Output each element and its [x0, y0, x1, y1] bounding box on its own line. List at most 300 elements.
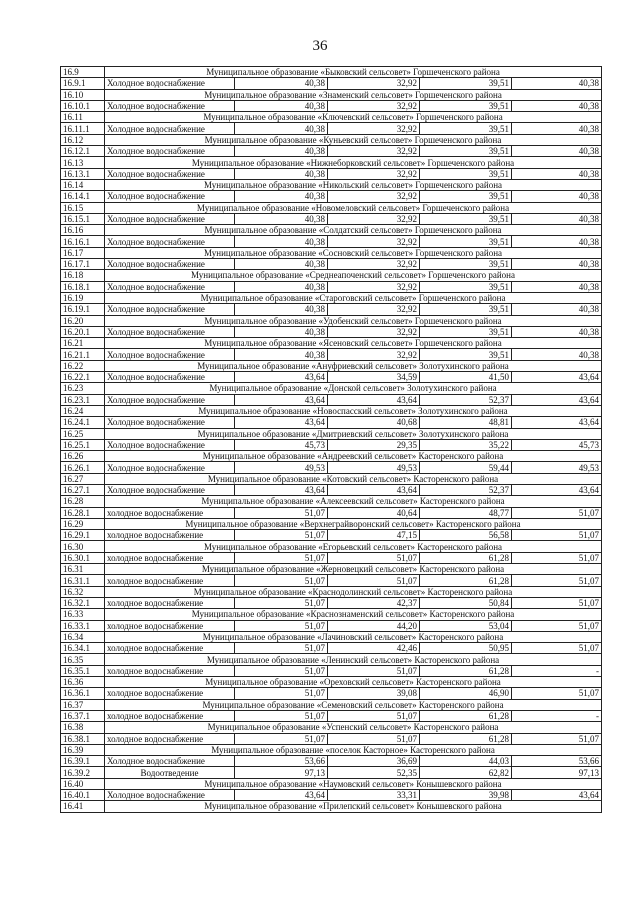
municipality-name: Муниципальное образование «Верхнеграйворонский сельсовет» Касторенского района: [105, 518, 602, 529]
municipality-name: Муниципальное образование «Удобенский сельсовет» Горшеченского района: [105, 315, 602, 326]
municipality-header-row: [61, 801, 602, 812]
tariff-value-v4: 51,07: [512, 643, 602, 654]
row-code: 16.13: [61, 157, 105, 168]
row-code: 16.32: [61, 586, 105, 597]
tariff-value-v1: 51,07: [235, 530, 328, 541]
municipality-name: Муниципальное образование «Дмитриевский сельсовет» Золотухинского района: [105, 428, 602, 439]
tariff-value-v3: 59,44: [420, 462, 512, 473]
row-code: 16.22: [61, 360, 105, 371]
tariff-value-v2: 32,92: [328, 236, 420, 247]
row-code: 16.31.1: [61, 575, 105, 586]
service-name: Холодное водоснабжение: [105, 304, 235, 315]
row-code: 16.19.1: [61, 304, 105, 315]
row-code: 16.30.1: [61, 552, 105, 563]
municipality-header-row: [61, 541, 602, 552]
municipality-name: Муниципальное образование «Сосновский сельсовет» Горшеченского района: [105, 247, 602, 258]
tariff-value-v3: 53,04: [420, 620, 512, 631]
tariff-value-v3: 39,51: [420, 213, 512, 224]
service-name: Водоотведение: [105, 767, 235, 778]
tariff-value-v2: 32,92: [328, 259, 420, 270]
municipality-header-row: [61, 360, 602, 371]
tariff-value-v4: 43,64: [512, 394, 602, 405]
table-row: [61, 417, 602, 428]
municipality-name: Муниципальное образование «Прилепский сельсовет» Конышевского района: [105, 801, 602, 812]
row-code: 16.36: [61, 677, 105, 688]
tariff-value-v3: 39,98: [420, 790, 512, 801]
row-code: 16.28: [61, 496, 105, 507]
tariff-value-v1: 40,38: [235, 168, 328, 179]
table-row: [61, 394, 602, 405]
row-code: 16.10.1: [61, 100, 105, 111]
tariff-value-v2: 49,53: [328, 462, 420, 473]
municipality-name: Муниципальное образование «Лачиновский сельсовет» Касторенского района: [105, 631, 602, 642]
tariff-value-v3: 52,37: [420, 394, 512, 405]
tariff-value-v3: 39,51: [420, 168, 512, 179]
municipality-header-row: [61, 518, 602, 529]
tariff-value-v1: 40,38: [235, 78, 328, 89]
municipality-header-row: [61, 225, 602, 236]
tariff-value-v1: 43,64: [235, 372, 328, 383]
tariff-value-v2: 51,07: [328, 665, 420, 676]
row-code: 16.25.1: [61, 439, 105, 450]
row-code: 16.12.1: [61, 146, 105, 157]
table-row: [61, 349, 602, 360]
municipality-header-row: [61, 67, 602, 78]
row-code: 16.21.1: [61, 349, 105, 360]
municipality-name: Муниципальное образование «Наумовский сельсовет» Конышевского района: [105, 778, 602, 789]
row-code: 16.29.1: [61, 530, 105, 541]
tariff-value-v1: 53,66: [235, 756, 328, 767]
row-code: 16.34.1: [61, 643, 105, 654]
tariff-value-v3: 61,28: [420, 733, 512, 744]
municipality-header-row: [61, 247, 602, 258]
tariff-value-v3: 39,51: [420, 236, 512, 247]
tariff-value-v3: 39,51: [420, 304, 512, 315]
row-code: 16.11.1: [61, 123, 105, 134]
table-row: [61, 100, 602, 111]
tariff-value-v4: 40,38: [512, 304, 602, 315]
tariff-value-v4: 97,13: [512, 767, 602, 778]
row-code: 16.9.1: [61, 78, 105, 89]
municipality-header-row: [61, 451, 602, 462]
tariff-table: [60, 66, 602, 813]
row-code: 16.36.1: [61, 688, 105, 699]
service-name: холодное водоснабжение: [105, 665, 235, 676]
municipality-name: Муниципальное образование «Ясеновский сельсовет» Горшеченского района: [105, 338, 602, 349]
service-name: холодное водоснабжение: [105, 643, 235, 654]
row-code: 16.9: [61, 67, 105, 78]
service-name: Холодное водоснабжение: [105, 236, 235, 247]
tariff-value-v3: 39,51: [420, 326, 512, 337]
tariff-value-v1: 97,13: [235, 767, 328, 778]
row-code: 16.18.1: [61, 281, 105, 292]
municipality-header-row: [61, 428, 602, 439]
tariff-value-v4: 40,38: [512, 281, 602, 292]
table-row: [61, 123, 602, 134]
row-code: 16.35: [61, 654, 105, 665]
table-row: [61, 597, 602, 608]
municipality-header-row: [61, 315, 602, 326]
row-code: 16.38: [61, 722, 105, 733]
tariff-table-body: [61, 67, 602, 813]
row-code: 16.34: [61, 631, 105, 642]
tariff-value-v2: 51,07: [328, 575, 420, 586]
row-code: 16.19: [61, 292, 105, 303]
tariff-value-v2: 51,07: [328, 733, 420, 744]
municipality-name: Муниципальное образование «Быковский сельсовет» Горшеченского района: [105, 67, 602, 78]
table-row: [61, 552, 602, 563]
service-name: холодное водоснабжение: [105, 552, 235, 563]
tariff-value-v4: 40,38: [512, 100, 602, 111]
tariff-value-v3: 48,77: [420, 507, 512, 518]
service-name: холодное водоснабжение: [105, 507, 235, 518]
municipality-name: Муниципальное образование «Ануфриевский сельсовет» Золотухинского района: [105, 360, 602, 371]
municipality-header-row: [61, 202, 602, 213]
tariff-value-v4: 40,38: [512, 259, 602, 270]
service-name: холодное водоснабжение: [105, 620, 235, 631]
row-code: 16.27.1: [61, 484, 105, 495]
tariff-value-v4: 51,07: [512, 530, 602, 541]
tariff-value-v3: 62,82: [420, 767, 512, 778]
service-name: Холодное водоснабжение: [105, 213, 235, 224]
row-code: 16.33.1: [61, 620, 105, 631]
row-code: 16.41: [61, 801, 105, 812]
tariff-value-v2: 51,07: [328, 552, 420, 563]
row-code: 16.26: [61, 451, 105, 462]
tariff-value-v2: 39,08: [328, 688, 420, 699]
municipality-name: Муниципальное образование «Андреевский сельсовет» Касторенского района: [105, 451, 602, 462]
row-code: 16.37: [61, 699, 105, 710]
municipality-header-row: [61, 89, 602, 100]
tariff-value-v1: 40,38: [235, 213, 328, 224]
municipality-header-row: [61, 496, 602, 507]
row-code: 16.12: [61, 134, 105, 145]
tariff-value-v3: 39,51: [420, 259, 512, 270]
table-row: [61, 665, 602, 676]
tariff-value-v1: 51,07: [235, 665, 328, 676]
municipality-name: Муниципальное образование «Знаменский сельсовет» Горшеченского района: [105, 89, 602, 100]
municipality-name: Муниципальное образование «Никольский сельсовет» Горшеченского района: [105, 179, 602, 190]
row-code: 16.40: [61, 778, 105, 789]
tariff-value-v4: 51,07: [512, 507, 602, 518]
table-row: [61, 756, 602, 767]
tariff-value-v4: 43,64: [512, 790, 602, 801]
row-code: 16.27: [61, 473, 105, 484]
municipality-name: Муниципальное образование «Ключевский сельсовет» Горшеченского района: [105, 112, 602, 123]
tariff-value-v2: 42,46: [328, 643, 420, 654]
row-code: 16.23: [61, 383, 105, 394]
tariff-value-v1: 51,07: [235, 733, 328, 744]
municipality-name: Муниципальное образование «Донской сельсовет» Золотухинского района: [105, 383, 602, 394]
row-code: 16.23.1: [61, 394, 105, 405]
municipality-header-row: [61, 778, 602, 789]
row-code: 16.20.1: [61, 326, 105, 337]
tariff-value-v3: 39,51: [420, 191, 512, 202]
tariff-value-v1: 40,38: [235, 326, 328, 337]
municipality-name: Муниципальное образование «Среднеапоченский сельсовет» Горшеченского района: [105, 270, 602, 281]
tariff-value-v4: 40,38: [512, 326, 602, 337]
municipality-header-row: [61, 383, 602, 394]
row-code: 16.32.1: [61, 597, 105, 608]
service-name: Холодное водоснабжение: [105, 123, 235, 134]
service-name: Холодное водоснабжение: [105, 326, 235, 337]
row-code: 16.15: [61, 202, 105, 213]
table-row: [61, 790, 602, 801]
table-row: [61, 326, 602, 337]
municipality-name: Муниципальное образование «Куньевский сельсовет» Горшеченского района: [105, 134, 602, 145]
tariff-value-v4: 43,64: [512, 484, 602, 495]
tariff-value-v2: 32,92: [328, 168, 420, 179]
municipality-name: Муниципальное образование «Ленинский сельсовет» Касторенского района: [105, 654, 602, 665]
tariff-value-v2: 44,20: [328, 620, 420, 631]
municipality-name: Муниципальное образование «Староговский сельсовет» Горшеченского района: [105, 292, 602, 303]
service-name: Холодное водоснабжение: [105, 259, 235, 270]
tariff-value-v3: 39,51: [420, 146, 512, 157]
tariff-value-v2: 32,92: [328, 78, 420, 89]
municipality-name: Муниципальное образование «Новомеловский сельсовет» Горшеченского района: [105, 202, 602, 213]
service-name: Холодное водоснабжение: [105, 394, 235, 405]
tariff-value-v4: 40,38: [512, 349, 602, 360]
municipality-header-row: [61, 157, 602, 168]
tariff-value-v2: 43,64: [328, 394, 420, 405]
tariff-value-v3: 50,95: [420, 643, 512, 654]
tariff-value-v1: 40,38: [235, 304, 328, 315]
tariff-value-v4: 51,07: [512, 575, 602, 586]
service-name: Холодное водоснабжение: [105, 100, 235, 111]
service-name: Холодное водоснабжение: [105, 146, 235, 157]
tariff-value-v3: 61,28: [420, 710, 512, 721]
municipality-name: Муниципальное образование «Ореховский сельсовет» Касторенского района: [105, 677, 602, 688]
municipality-name: Муниципальное образование «Котовский сельсовет» Касторенского района: [105, 473, 602, 484]
row-code: 16.25: [61, 428, 105, 439]
tariff-value-v1: 51,07: [235, 507, 328, 518]
service-name: холодное водоснабжение: [105, 597, 235, 608]
table-row: [61, 484, 602, 495]
tariff-value-v4: 40,38: [512, 191, 602, 202]
tariff-value-v3: 41,50: [420, 372, 512, 383]
table-row: [61, 372, 602, 383]
municipality-header-row: [61, 564, 602, 575]
service-name: Холодное водоснабжение: [105, 417, 235, 428]
municipality-header-row: [61, 134, 602, 145]
service-name: Холодное водоснабжение: [105, 462, 235, 473]
tariff-value-v2: 32,92: [328, 304, 420, 315]
tariff-value-v4: 53,66: [512, 756, 602, 767]
tariff-value-v2: 32,92: [328, 281, 420, 292]
table-row: [61, 439, 602, 450]
tariff-value-v2: 42,37: [328, 597, 420, 608]
tariff-value-v1: 51,07: [235, 643, 328, 654]
tariff-value-v2: 40,68: [328, 417, 420, 428]
tariff-value-v2: 32,92: [328, 349, 420, 360]
tariff-value-v1: 43,64: [235, 417, 328, 428]
tariff-value-v2: 40,64: [328, 507, 420, 518]
tariff-value-v4: 51,07: [512, 552, 602, 563]
tariff-value-v4: 40,38: [512, 123, 602, 134]
tariff-value-v1: 40,38: [235, 146, 328, 157]
municipality-name: Муниципальное образование «Солдатский сельсовет» Горшеченского района: [105, 225, 602, 236]
tariff-value-v1: 43,64: [235, 394, 328, 405]
tariff-value-v2: 32,92: [328, 326, 420, 337]
municipality-header-row: [61, 677, 602, 688]
tariff-value-v4: 40,38: [512, 78, 602, 89]
municipality-name: Муниципальное образование «Краснодолинский сельсовет» Касторенского района: [105, 586, 602, 597]
tariff-value-v2: 34,59: [328, 372, 420, 383]
tariff-value-v1: 40,38: [235, 123, 328, 134]
tariff-value-v3: 39,51: [420, 281, 512, 292]
tariff-value-v4: 40,38: [512, 213, 602, 224]
tariff-value-v1: 49,53: [235, 462, 328, 473]
municipality-name: Муниципальное образование «Алексеевский сельсовет» Касторенского района: [105, 496, 602, 507]
municipality-name: Муниципальное образование «Краснознаменский сельсовет» Касторенского района: [105, 609, 602, 620]
service-name: холодное водоснабжение: [105, 530, 235, 541]
tariff-value-v4: 49,53: [512, 462, 602, 473]
service-name: Холодное водоснабжение: [105, 790, 235, 801]
table-row: [61, 168, 602, 179]
table-row: [61, 530, 602, 541]
row-code: 16.39: [61, 744, 105, 755]
row-code: 16.33: [61, 609, 105, 620]
row-code: 16.22.1: [61, 372, 105, 383]
tariff-value-v2: 29,35: [328, 439, 420, 450]
municipality-header-row: [61, 586, 602, 597]
tariff-value-v2: 43,64: [328, 484, 420, 495]
tariff-value-v1: 40,38: [235, 191, 328, 202]
tariff-value-v1: 40,38: [235, 236, 328, 247]
tariff-value-v1: 51,07: [235, 575, 328, 586]
row-code: 16.14.1: [61, 191, 105, 202]
table-row: [61, 304, 602, 315]
tariff-value-v2: 32,92: [328, 146, 420, 157]
municipality-header-row: [61, 473, 602, 484]
table-row: [61, 259, 602, 270]
table-row: [61, 643, 602, 654]
tariff-value-v2: 32,92: [328, 191, 420, 202]
row-code: 16.29: [61, 518, 105, 529]
tariff-value-v4: 43,64: [512, 372, 602, 383]
tariff-value-v2: 47,15: [328, 530, 420, 541]
tariff-value-v4: 51,07: [512, 597, 602, 608]
table-row: [61, 191, 602, 202]
table-row: [61, 575, 602, 586]
tariff-value-v3: 61,28: [420, 575, 512, 586]
row-code: 16.38.1: [61, 733, 105, 744]
table-row: [61, 710, 602, 721]
row-code: 16.24: [61, 405, 105, 416]
row-code: 16.16.1: [61, 236, 105, 247]
tariff-value-v4: -: [512, 710, 602, 721]
tariff-value-v1: 51,07: [235, 688, 328, 699]
municipality-name: Муниципальное образование «Жерновецкий сельсовет» Касторенского района: [105, 564, 602, 575]
service-name: Холодное водоснабжение: [105, 372, 235, 383]
row-code: 16.24.1: [61, 417, 105, 428]
tariff-value-v4: 51,07: [512, 620, 602, 631]
service-name: Холодное водоснабжение: [105, 484, 235, 495]
row-code: 16.18: [61, 270, 105, 281]
table-row: [61, 507, 602, 518]
table-row: [61, 620, 602, 631]
tariff-value-v4: -: [512, 665, 602, 676]
row-code: 16.20: [61, 315, 105, 326]
tariff-value-v4: 43,64: [512, 417, 602, 428]
table-row: [61, 462, 602, 473]
tariff-value-v4: 40,38: [512, 146, 602, 157]
tariff-value-v3: 50,84: [420, 597, 512, 608]
table-row: [61, 213, 602, 224]
tariff-value-v4: 51,07: [512, 733, 602, 744]
table-row: [61, 146, 602, 157]
municipality-header-row: [61, 744, 602, 755]
table-row: [61, 733, 602, 744]
service-name: Холодное водоснабжение: [105, 756, 235, 767]
page-number: 36: [312, 38, 328, 54]
service-name: Холодное водоснабжение: [105, 439, 235, 450]
row-code: 16.37.1: [61, 710, 105, 721]
tariff-value-v2: 32,92: [328, 213, 420, 224]
row-code: 16.26.1: [61, 462, 105, 473]
municipality-header-row: [61, 338, 602, 349]
table-row: [61, 688, 602, 699]
service-name: Холодное водоснабжение: [105, 281, 235, 292]
service-name: холодное водоснабжение: [105, 733, 235, 744]
tariff-value-v1: 43,64: [235, 790, 328, 801]
tariff-value-v2: 32,92: [328, 123, 420, 134]
tariff-value-v1: 51,07: [235, 552, 328, 563]
row-code: 16.15.1: [61, 213, 105, 224]
municipality-header-row: [61, 292, 602, 303]
tariff-value-v1: 45,73: [235, 439, 328, 450]
tariff-value-v1: 51,07: [235, 597, 328, 608]
service-name: Холодное водоснабжение: [105, 349, 235, 360]
row-code: 16.39.2: [61, 767, 105, 778]
municipality-name: Муниципальное образование «поселок Касторное» Касторенского района: [105, 744, 602, 755]
tariff-value-v3: 48,81: [420, 417, 512, 428]
tariff-value-v1: 51,07: [235, 710, 328, 721]
tariff-value-v1: 40,38: [235, 349, 328, 360]
table-row: [61, 767, 602, 778]
tariff-value-v3: 44,03: [420, 756, 512, 767]
tariff-value-v3: 46,90: [420, 688, 512, 699]
row-code: 16.17.1: [61, 259, 105, 270]
service-name: холодное водоснабжение: [105, 710, 235, 721]
table-row: [61, 236, 602, 247]
municipality-header-row: [61, 654, 602, 665]
row-code: 16.40.1: [61, 790, 105, 801]
tariff-value-v4: 40,38: [512, 168, 602, 179]
tariff-value-v3: 35,22: [420, 439, 512, 450]
tariff-value-v3: 39,51: [420, 78, 512, 89]
row-code: 16.14: [61, 179, 105, 190]
service-name: холодное водоснабжение: [105, 688, 235, 699]
municipality-header-row: [61, 405, 602, 416]
tariff-value-v3: 61,28: [420, 665, 512, 676]
tariff-value-v2: 52,35: [328, 767, 420, 778]
municipality-header-row: [61, 270, 602, 281]
tariff-value-v4: 51,07: [512, 688, 602, 699]
row-code: 16.35.1: [61, 665, 105, 676]
tariff-value-v4: 40,38: [512, 236, 602, 247]
tariff-value-v3: 39,51: [420, 100, 512, 111]
service-name: Холодное водоснабжение: [105, 168, 235, 179]
service-name: Холодное водоснабжение: [105, 78, 235, 89]
row-code: 16.11: [61, 112, 105, 123]
table-row: [61, 281, 602, 292]
tariff-value-v1: 43,64: [235, 484, 328, 495]
tariff-value-v3: 61,28: [420, 552, 512, 563]
row-code: 16.13.1: [61, 168, 105, 179]
tariff-value-v2: 51,07: [328, 710, 420, 721]
municipality-name: Муниципальное образование «Егорьевский сельсовет» Касторенского района: [105, 541, 602, 552]
